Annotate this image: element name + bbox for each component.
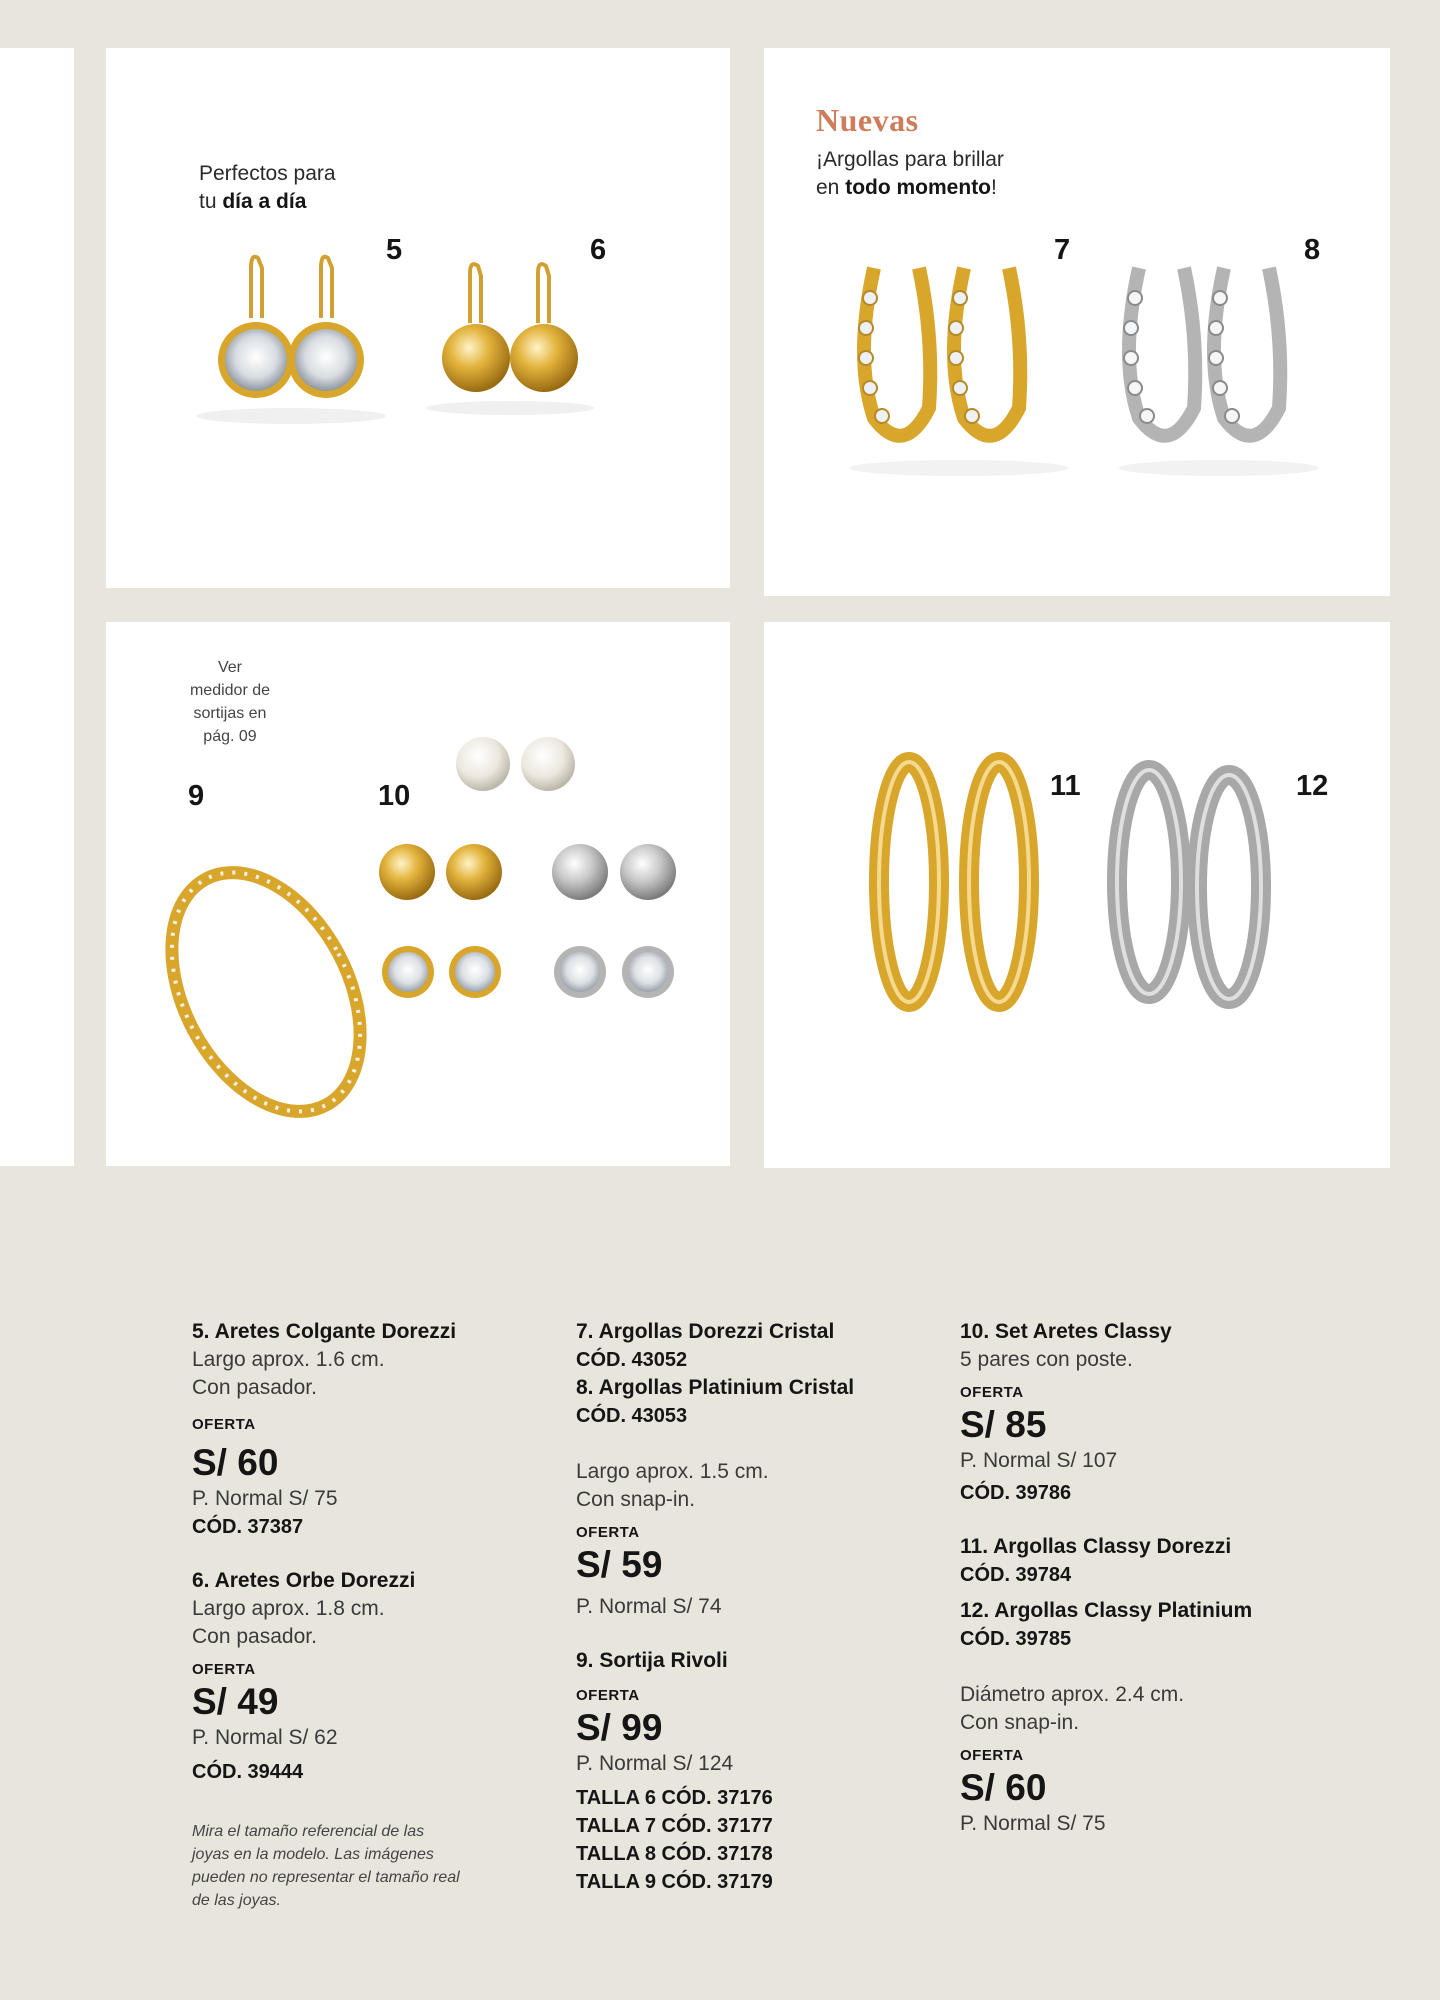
item-number-8: 8 (1304, 234, 1321, 266)
tagline-line-2-plain: tu (199, 190, 223, 213)
offer-price: S/ 85 (960, 1404, 1047, 1445)
size-code: TALLA 9 CÓD. 37179 (576, 1871, 773, 1893)
size-code: TALLA 6 CÓD. 37176 (576, 1787, 773, 1809)
normal-price: P. Normal S/ 124 (576, 1752, 734, 1775)
item-number-5: 5 (386, 234, 403, 266)
product-desc: Con snap-in. (576, 1488, 696, 1511)
tagline-line-2-bold: día a día (222, 190, 307, 213)
product-desc: Con snap-in. (960, 1711, 1080, 1734)
offer-label: OFERTA (576, 1687, 640, 1704)
product-desc: Largo aprox. 1.5 cm. (576, 1460, 769, 1483)
offer-price: S/ 60 (960, 1767, 1047, 1808)
tagline-line-2-bold: todo momento (845, 176, 992, 199)
product-title: 11. Argollas Classy Dorezzi (960, 1535, 1232, 1558)
dangle-earrings-crystal-image (196, 228, 436, 468)
product-code: CÓD. 39786 (960, 1482, 1072, 1504)
product-title: 9. Sortija Rivoli (576, 1649, 728, 1672)
crystal-hoop-earrings-gold-image (834, 228, 1084, 488)
classy-hoop-earrings-silver-image (1104, 732, 1304, 1032)
product-title: 10. Set Aretes Classy (960, 1320, 1172, 1343)
disclaimer-line: Mira el tamaño referencial de las (192, 1823, 425, 1840)
normal-price: P. Normal S/ 74 (576, 1595, 722, 1618)
note-line: pág. 09 (203, 728, 257, 745)
product-panel-7-8 (764, 48, 1390, 596)
offer-label: OFERTA (960, 1384, 1024, 1401)
product-title: 6. Aretes Orbe Dorezzi (192, 1569, 416, 1592)
product-column-3 (960, 1318, 1300, 1838)
offer-price: S/ 99 (576, 1707, 663, 1748)
product-desc: Largo aprox. 1.6 cm. (192, 1348, 385, 1371)
offer-label: OFERTA (576, 1524, 640, 1541)
tagline-line-2-end: ! (991, 176, 997, 199)
note-line: sortijas en (193, 705, 267, 722)
product-column-1 (192, 1318, 522, 1912)
product-code: CÓD. 43053 (576, 1405, 688, 1427)
size-code: TALLA 8 CÓD. 37178 (576, 1843, 773, 1865)
classy-hoop-earrings-gold-image (864, 732, 1064, 1032)
tagline-line-1: ¡Argollas para brillar (816, 148, 1004, 171)
offer-price: S/ 60 (192, 1442, 279, 1483)
product-desc: 5 pares con poste. (960, 1348, 1133, 1371)
product-desc: Con pasador. (192, 1376, 317, 1399)
product-code: CÓD. 43052 (576, 1349, 688, 1371)
disclaimer-line: joyas en la modelo. Las imágenes (192, 1846, 434, 1863)
size-code: TALLA 7 CÓD. 37177 (576, 1815, 773, 1837)
product-column-2 (576, 1318, 916, 1896)
disclaimer-line: pueden no representar el tamaño real (192, 1869, 460, 1886)
note-line: Ver (217, 659, 242, 676)
offer-label: OFERTA (192, 1661, 256, 1678)
previous-page-panel-edge (0, 48, 74, 1166)
offer-price: S/ 49 (192, 1681, 279, 1722)
offer-price: S/ 59 (576, 1544, 663, 1585)
size-disclaimer (192, 1820, 522, 1912)
item-number-12: 12 (1296, 770, 1329, 802)
offer-label: OFERTA (960, 1747, 1024, 1764)
product-code: CÓD. 37387 (192, 1516, 304, 1538)
classy-stud-earrings-set-image (346, 722, 716, 1122)
item-number-6: 6 (590, 234, 607, 266)
panel-tagline (199, 160, 336, 216)
product-title: 5. Aretes Colgante Dorezzi (192, 1320, 457, 1343)
product-desc: Largo aprox. 1.8 cm. (192, 1597, 385, 1620)
product-panel-5-6 (106, 48, 730, 588)
panel-tagline (816, 146, 1004, 202)
product-code: CÓD. 39784 (960, 1564, 1072, 1586)
product-title: 7. Argollas Dorezzi Cristal (576, 1320, 835, 1343)
ring-sizer-note (170, 656, 290, 748)
normal-price: P. Normal S/ 62 (192, 1726, 338, 1749)
product-desc: Diámetro aprox. 2.4 cm. (960, 1683, 1185, 1706)
note-line: medidor de (189, 682, 271, 699)
product-code: CÓD. 39444 (192, 1761, 304, 1783)
product-desc: Con pasador. (192, 1625, 317, 1648)
product-title: 12. Argollas Classy Platinium (960, 1599, 1253, 1622)
product-panel-11-12 (764, 622, 1390, 1168)
tagline-line-2-plain: en (816, 176, 846, 199)
crystal-hoop-earrings-silver-image (1109, 228, 1339, 488)
disclaimer-line: de las joyas. (192, 1892, 281, 1909)
tagline-line-1: Perfectos para (199, 162, 336, 185)
dangle-earrings-orb-image (426, 248, 626, 468)
item-number-10: 10 (378, 780, 411, 812)
item-number-7: 7 (1054, 234, 1071, 266)
product-code: CÓD. 39785 (960, 1628, 1072, 1650)
normal-price: P. Normal S/ 75 (192, 1487, 338, 1510)
new-heading: Nuevas (816, 102, 919, 138)
item-number-9: 9 (188, 780, 205, 812)
item-number-11: 11 (1050, 770, 1081, 802)
product-panel-9-10 (106, 622, 730, 1166)
offer-label: OFERTA (192, 1416, 256, 1433)
product-title: 8. Argollas Platinium Cristal (576, 1376, 855, 1399)
normal-price: P. Normal S/ 107 (960, 1449, 1118, 1472)
normal-price: P. Normal S/ 75 (960, 1812, 1106, 1835)
